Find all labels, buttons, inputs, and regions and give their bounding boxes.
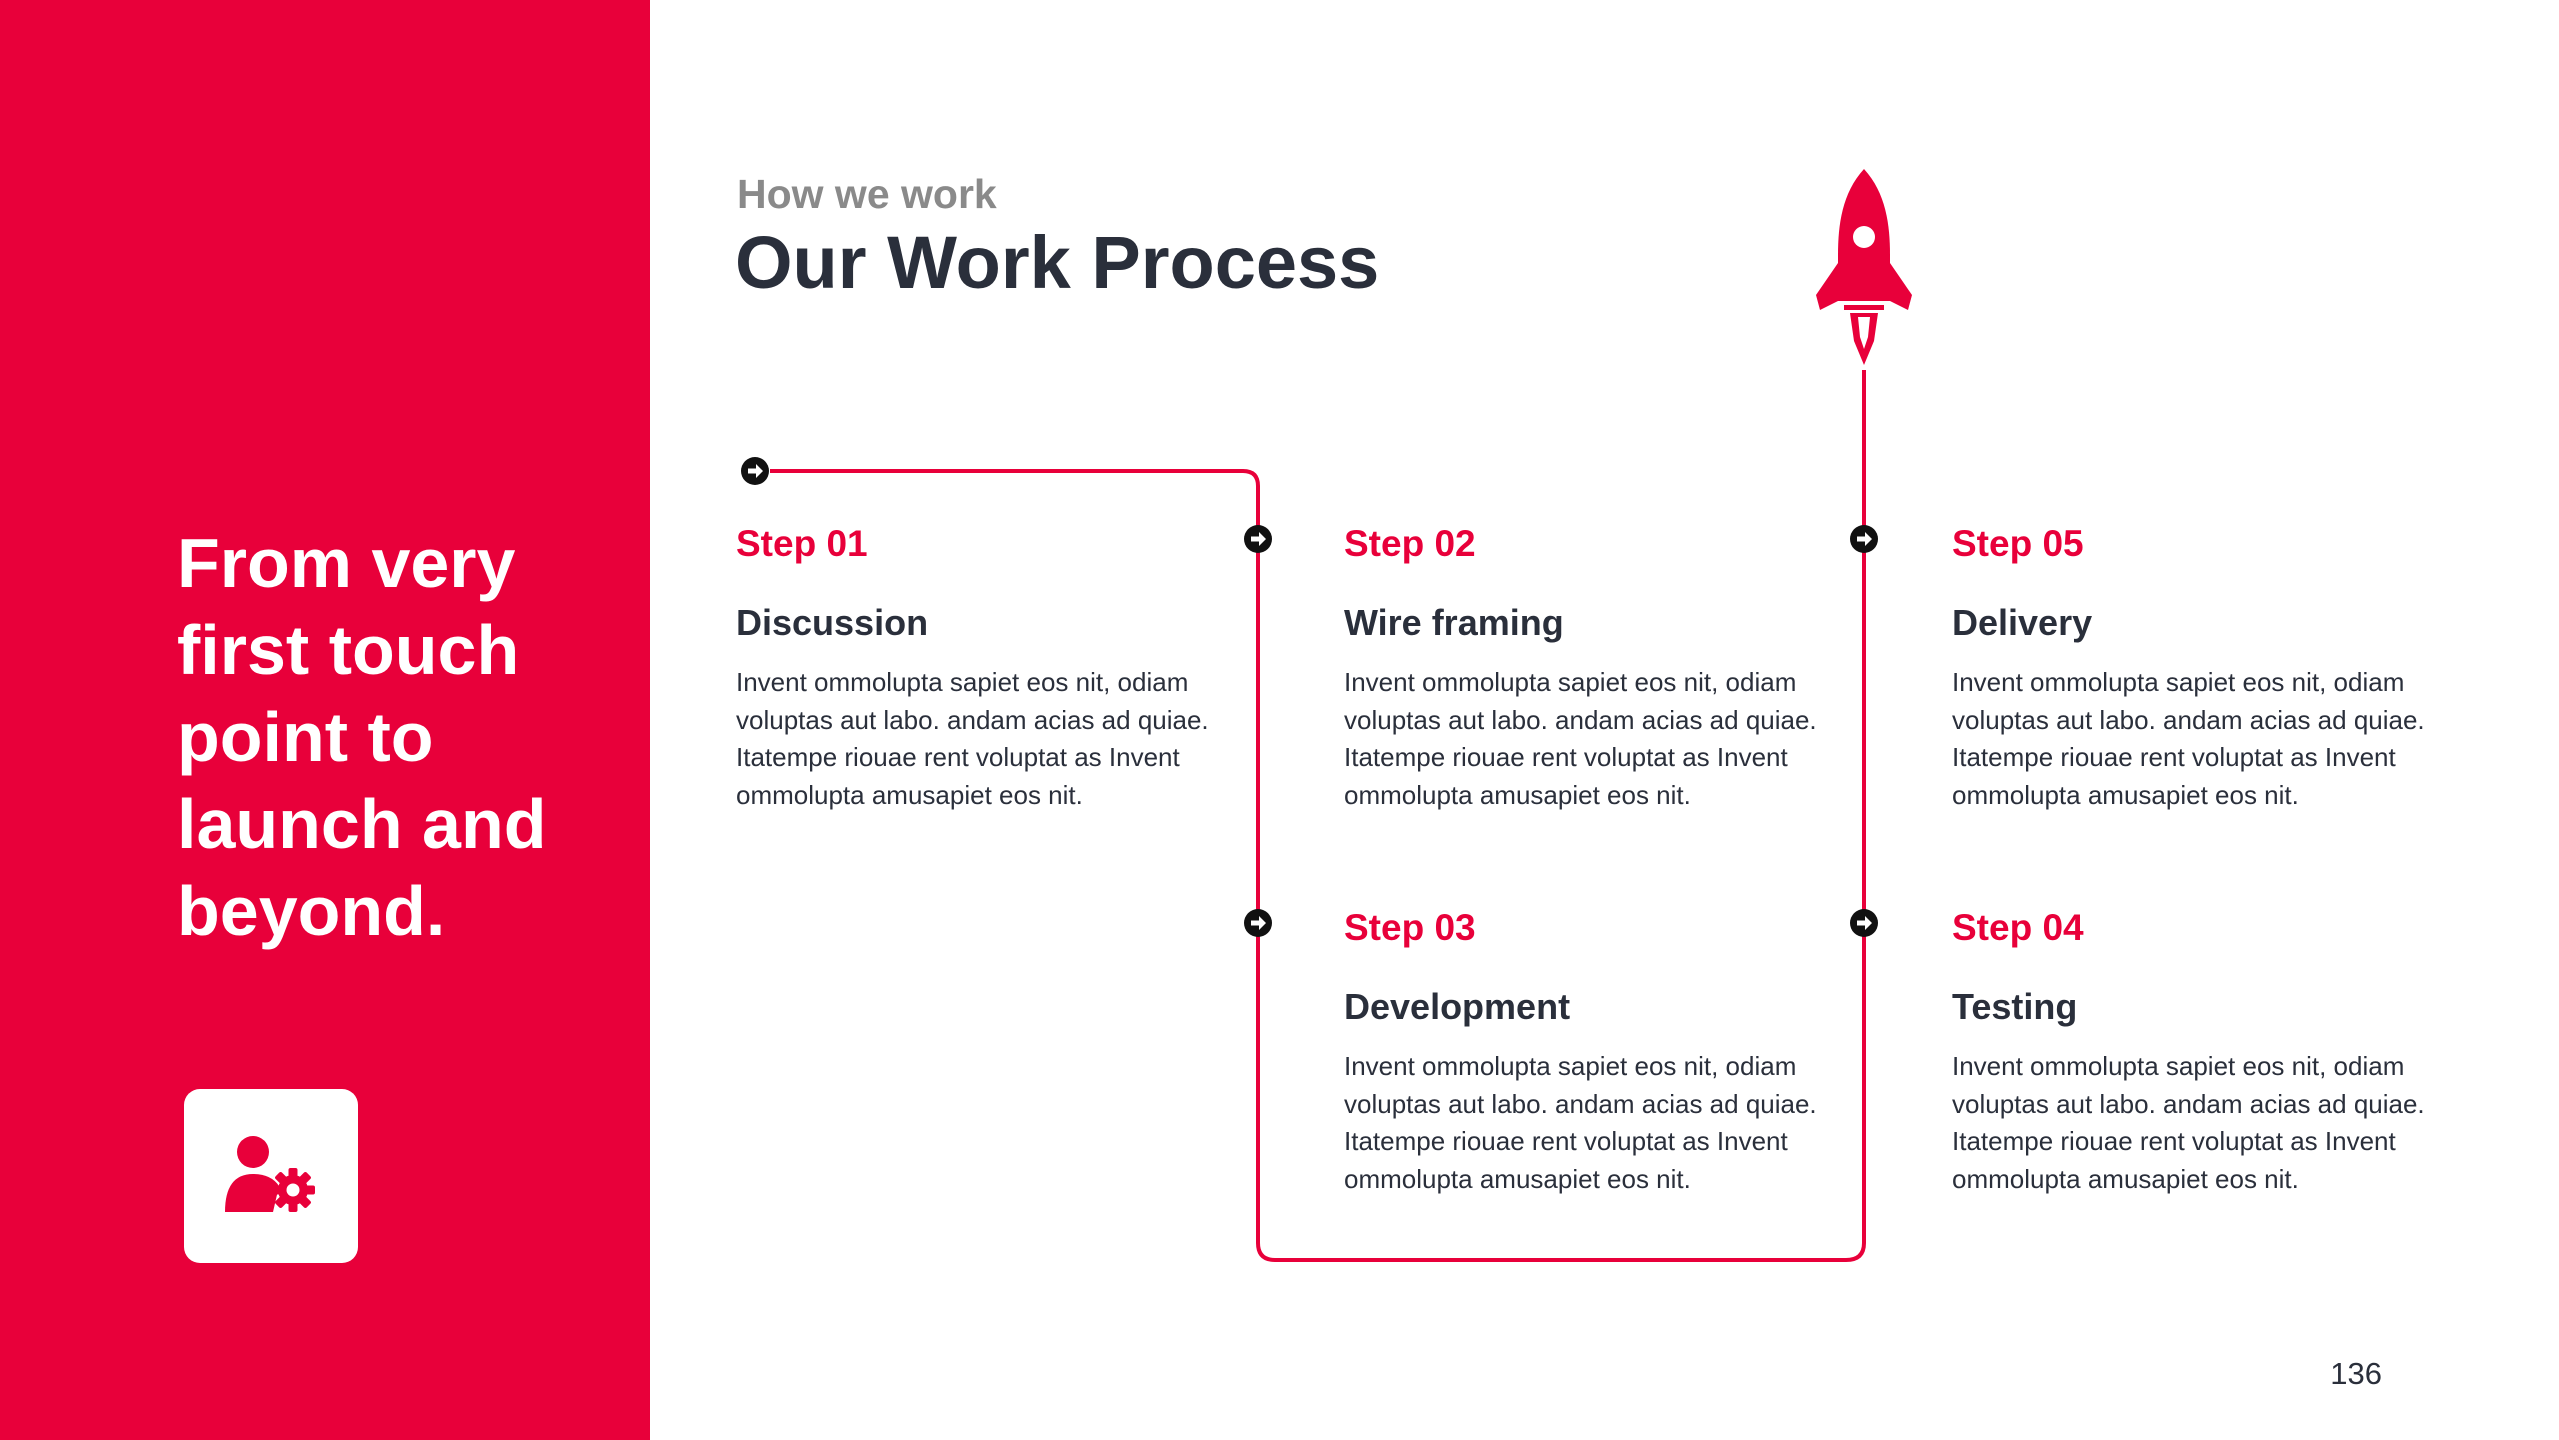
tagline: From very first touch point to launch and beyond. (177, 524, 547, 950)
step-title: Wire framing (1344, 602, 1564, 643)
step-card-01 (736, 520, 1256, 814)
page-number: 136 (2330, 1356, 2382, 1391)
arrow-right-icon (741, 457, 769, 485)
arrow-right-icon (1244, 909, 1272, 937)
step-number: Step 01 (736, 523, 868, 564)
step-number: Step 05 (1952, 523, 2084, 564)
step-title: Development (1344, 986, 1571, 1027)
step-description: Invent ommolupta sapiet eos nit, odiam voluptas aut labo. andam acias ad quiae. Itatempe riouae rent voluptat as Invent ommolupta amusapiet eos nit. (1344, 667, 1817, 810)
step-description: Invent ommolupta sapiet eos nit, odiam voluptas aut labo. andam acias ad quiae. Itatempe riouae rent voluptat as Invent ommolupta amusapiet eos nit. (736, 667, 1209, 810)
user-settings-tile (184, 1089, 358, 1263)
step-description: Invent ommolupta sapiet eos nit, odiam voluptas aut labo. andam acias ad quiae. Itatempe riouae rent voluptat as Invent ommolupta amusapiet eos nit. (1952, 667, 2425, 810)
step-description: Invent ommolupta sapiet eos nit, odiam voluptas aut labo. andam acias ad quiae. Itatempe riouae rent voluptat as Invent ommolupta amusapiet eos nit. (1344, 1051, 1817, 1194)
step-title: Testing (1952, 986, 2078, 1027)
step-title: Discussion (736, 602, 929, 643)
page-title: Our Work Process (735, 221, 1380, 304)
step-card-04 (1952, 904, 2472, 1198)
step-card-03 (1344, 904, 1864, 1198)
section-eyebrow: How we work (737, 171, 997, 217)
step-number: Step 03 (1344, 907, 1476, 948)
step-card-02 (1344, 520, 1864, 814)
user-gear-icon (221, 1134, 321, 1214)
step-number: Step 02 (1344, 523, 1476, 564)
step-number: Step 04 (1952, 907, 2084, 948)
step-card-05 (1952, 520, 2472, 814)
rocket-icon (1816, 169, 1912, 365)
step-title: Delivery (1952, 602, 2093, 643)
sidebar-panel (0, 0, 650, 1440)
step-description: Invent ommolupta sapiet eos nit, odiam voluptas aut labo. andam acias ad quiae. Itatempe riouae rent voluptat as Invent ommolupta amusapiet eos nit. (1952, 1051, 2425, 1194)
